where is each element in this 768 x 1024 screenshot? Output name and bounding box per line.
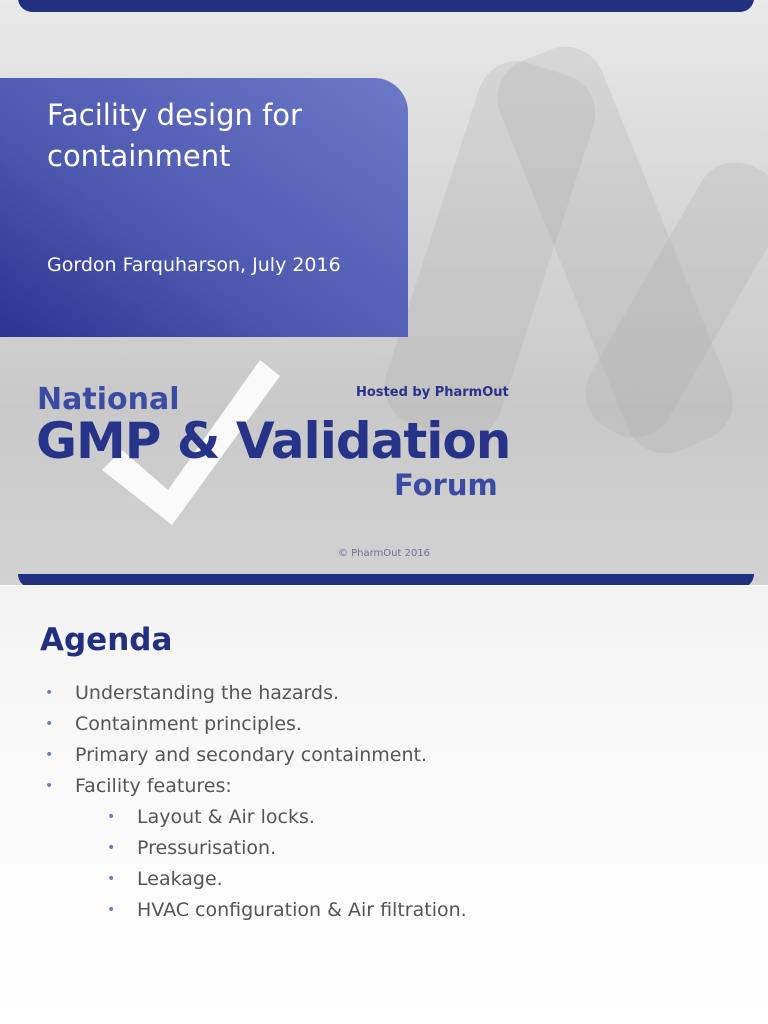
list-item-text: Leakage. — [137, 868, 223, 890]
list-item-text: Layout & Air locks. — [137, 806, 315, 828]
list-item-text: Pressurisation. — [137, 837, 277, 859]
sub-list-item — [40, 895, 467, 926]
logo-gmp-validation-text: GMP & Validation — [36, 412, 511, 470]
sub-list-item — [40, 833, 467, 864]
sub-list-item — [40, 802, 467, 833]
bullet-dot-icon: • — [107, 871, 116, 887]
sub-list-item — [40, 864, 467, 895]
list-item — [40, 771, 467, 802]
list-item — [40, 740, 467, 771]
bullet-dot-icon: • — [45, 747, 54, 763]
list-item-text: Containment principles. — [75, 713, 302, 735]
bullet-dot-icon: • — [107, 840, 116, 856]
list-item-text: Primary and secondary containment. — [75, 744, 428, 766]
top-bar — [18, 0, 754, 12]
list-item-text: HVAC configuration & Air filtration. — [137, 899, 467, 921]
bullet-dot-icon: • — [107, 902, 116, 918]
slide-title: Facility design for containment — [47, 98, 302, 173]
list-item — [40, 678, 467, 709]
bullet-dot-icon: • — [45, 685, 54, 701]
bottom-bar — [18, 574, 754, 585]
hosted-by-text: Hosted by PharmOut — [356, 385, 509, 400]
list-item — [40, 709, 467, 740]
copyright-text: © PharmOut 2016 — [337, 548, 431, 559]
bullet-dot-icon: • — [45, 778, 54, 794]
logo-forum-text: Forum — [394, 468, 498, 502]
logo-national-text: National — [37, 382, 180, 417]
agenda-slide — [0, 586, 768, 1024]
agenda-list — [40, 678, 467, 926]
forum-logo — [30, 360, 510, 530]
bullet-dot-icon: • — [107, 809, 116, 825]
list-item-text: Facility features: — [75, 775, 232, 797]
bullet-dot-icon: • — [45, 716, 54, 732]
author-line: Gordon Farquharson, July 2016 — [47, 254, 341, 276]
list-item-text: Understanding the hazards. — [75, 682, 340, 704]
agenda-heading: Agenda — [40, 622, 173, 658]
